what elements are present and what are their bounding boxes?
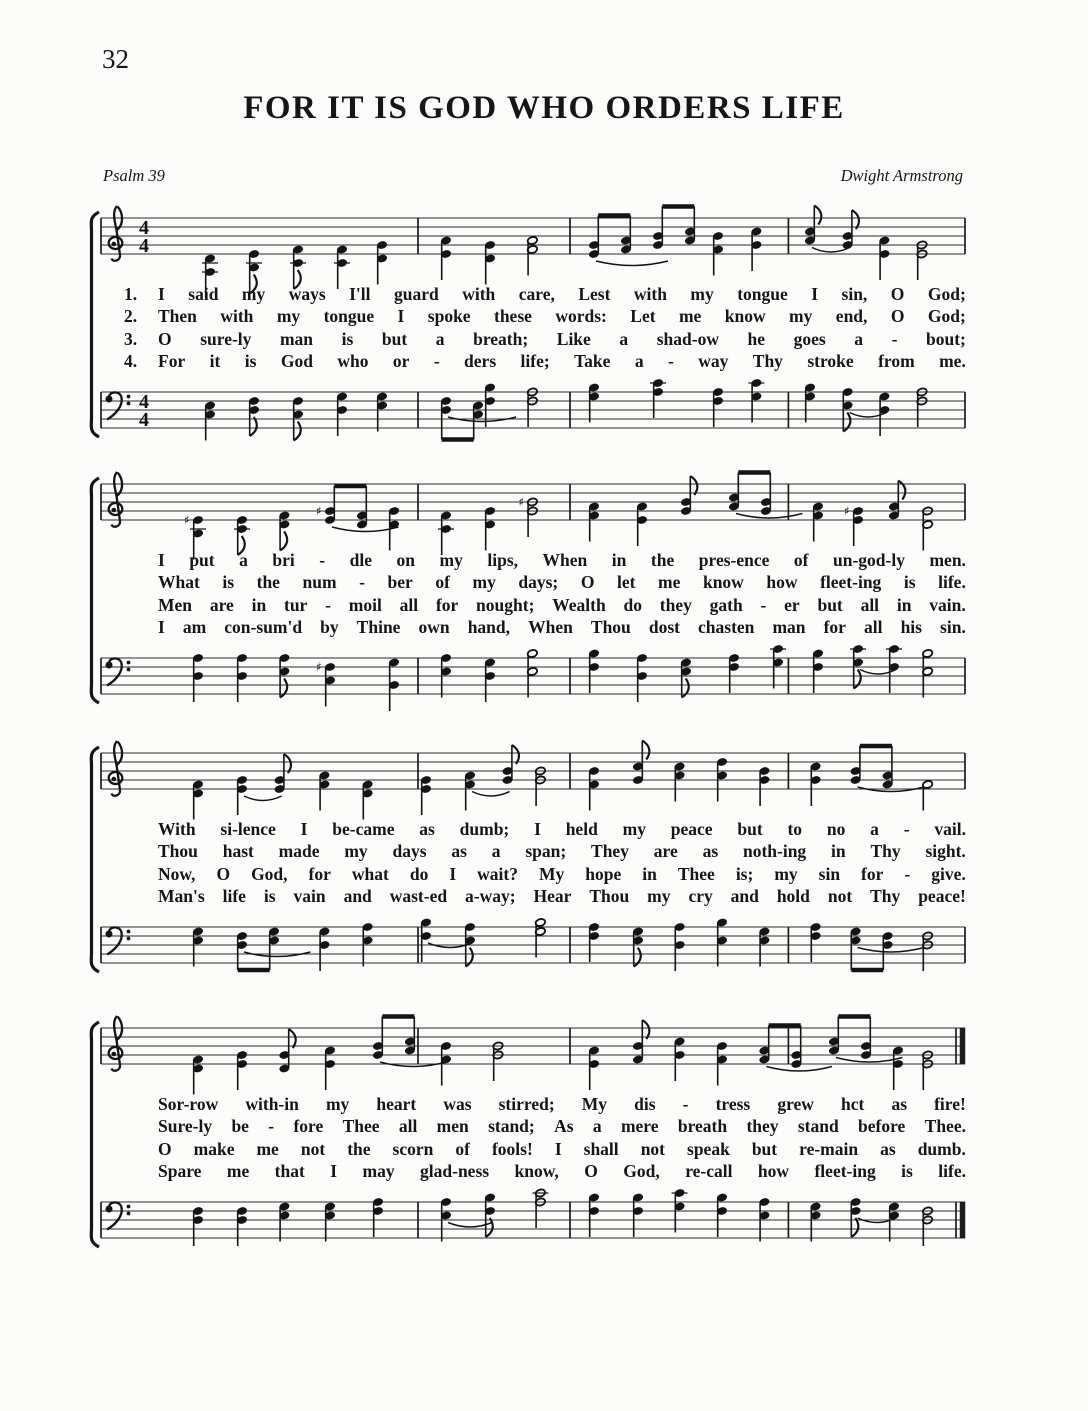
svg-text:4: 4	[139, 235, 149, 257]
note-chord	[319, 927, 330, 971]
note-chord	[588, 922, 599, 962]
verse-line	[98, 818, 968, 840]
staff-lines	[101, 753, 965, 789]
note-chord	[279, 1029, 296, 1073]
music-system-3	[98, 733, 968, 995]
bass-staff	[98, 372, 968, 456]
verse-words: Sure-ly be - fore Thee all men stand; As a mere breath they stand before Thee.	[158, 1116, 966, 1137]
note-chord	[192, 653, 203, 702]
music-system-2	[98, 464, 968, 726]
note-chord	[892, 1046, 903, 1090]
verse-words: I said my ways I'll guard with care, Lest with my tongue I sin, O God;	[158, 284, 966, 304]
verse-block	[98, 1093, 968, 1182]
note-chord	[535, 766, 546, 806]
staff-lines	[101, 1028, 965, 1064]
note-chord	[922, 1206, 933, 1246]
note-chord	[324, 1046, 335, 1090]
note-chord	[632, 1193, 643, 1237]
verse-block	[98, 818, 968, 907]
verse-words: For it is God who or - ders life; Take a - way Thy stroke from me.	[158, 351, 966, 372]
page-number: 32	[102, 44, 129, 74]
note-chord	[810, 922, 821, 962]
verse-line	[98, 1093, 968, 1115]
note-chord	[886, 644, 902, 693]
music-system-4	[98, 1008, 968, 1270]
note-chord	[527, 649, 538, 698]
svg-text:♯: ♯	[316, 660, 322, 674]
note-chord	[532, 1188, 548, 1228]
note-chord	[440, 236, 451, 280]
note-chord	[650, 378, 666, 418]
note-chord	[588, 1046, 599, 1090]
verse-words: Man's life is vain and wast-ed a-way; Hear Thou my cry and hold not Thy peace!	[158, 886, 966, 907]
note-chord	[236, 653, 247, 702]
note-chord	[279, 511, 290, 551]
time-signature	[139, 217, 149, 257]
bass-clef-icon	[106, 927, 131, 954]
verse-words: Thou hast made my days as a span; They are as noth-ing in Thy sight.	[158, 841, 966, 862]
staff-lines	[101, 658, 965, 694]
note-chord	[922, 506, 933, 550]
note-chord	[879, 236, 890, 280]
verse-line	[98, 549, 968, 571]
note-chord	[376, 392, 387, 432]
note-chord	[535, 918, 546, 958]
note-chord	[484, 1193, 495, 1237]
note-chord	[716, 1193, 727, 1237]
note-chord	[712, 387, 723, 427]
note-chord	[324, 1202, 335, 1242]
bass-clef-icon	[106, 658, 131, 685]
bass-clef-icon	[106, 392, 131, 419]
verse-line	[98, 840, 968, 862]
note-chord	[420, 918, 472, 962]
note-chord	[716, 918, 727, 967]
hymn-title: FOR IT IS GOD WHO ORDERS LIFE	[243, 90, 845, 126]
note-chord	[751, 227, 762, 271]
note-chord	[192, 1055, 203, 1095]
note-chord	[922, 649, 933, 698]
bass-staff	[98, 907, 968, 991]
note-chord	[274, 754, 291, 794]
note-chord	[588, 383, 599, 423]
verse-line	[98, 1115, 968, 1137]
verse-words: O make me not the scorn of fools! I shall not speak but re-main as dumb.	[158, 1138, 966, 1159]
note-chord	[484, 240, 495, 284]
note-chord	[420, 775, 431, 815]
verse-line	[98, 328, 968, 350]
treble-staff	[98, 733, 968, 817]
treble-staff	[98, 464, 968, 548]
verse-line	[98, 594, 968, 616]
note-chord	[588, 1193, 599, 1237]
note-chord	[527, 387, 538, 427]
note-chord	[502, 745, 519, 785]
note-chord	[192, 780, 203, 820]
svg-text:4: 4	[139, 391, 149, 413]
note-chord	[316, 660, 336, 707]
verse-line	[98, 1160, 968, 1182]
svg-text:♯: ♯	[184, 513, 190, 527]
time-signature	[139, 391, 149, 431]
treble-clef-icon	[109, 1016, 123, 1071]
bass-clef-icon	[106, 1202, 131, 1229]
note-chord	[652, 207, 695, 250]
verse-line	[98, 305, 968, 327]
note-chord	[759, 766, 770, 806]
note-chord	[674, 762, 685, 802]
verse-words: With si-lence I be-came as dumb; I held my peace but to no a - vail.	[158, 819, 966, 839]
note-chord	[192, 927, 203, 967]
note-chord	[440, 396, 516, 439]
note-chord	[236, 1206, 247, 1246]
svg-text:♯: ♯	[844, 504, 850, 518]
note-chord	[484, 506, 495, 550]
svg-text:4: 4	[139, 217, 149, 239]
note-chord	[680, 658, 691, 698]
note-chord	[916, 387, 927, 427]
note-chord	[204, 401, 215, 441]
staff-lines	[101, 218, 965, 254]
scripture-reference: Psalm 39	[103, 166, 165, 185]
note-chord	[922, 1050, 933, 1090]
composer-name: Dwight Armstrong	[840, 166, 963, 185]
note-chord	[388, 658, 399, 711]
note-chord	[588, 649, 599, 693]
treble-clef-icon	[109, 472, 123, 527]
verse-number: 3.	[124, 328, 138, 349]
note-chord	[888, 1202, 899, 1242]
note-chord	[632, 1020, 649, 1064]
music-system-1	[98, 198, 968, 460]
note-chord	[812, 502, 823, 542]
note-chord	[319, 771, 330, 811]
bass-staff	[98, 1182, 968, 1266]
note-chord	[674, 1037, 685, 1081]
note-chord	[484, 658, 495, 702]
verse-words: Then with my tongue I spoke these words: Let me know my end, O God;	[158, 306, 966, 327]
note-chord	[674, 922, 685, 971]
svg-text:4: 4	[139, 409, 149, 431]
note-chord	[680, 476, 697, 516]
verse-words: I am con-sum'd by Thine own hand, When Thou dost chasten man for all his sin.	[158, 617, 966, 638]
verse-words: Men are in tur - moil all for nought; Wealth do they gath - er but all in vain.	[158, 594, 966, 615]
verse-line	[98, 616, 968, 638]
verse-block	[98, 549, 968, 638]
verse-words: What is the num - ber of my days; O let me know how fleet-ing is life.	[158, 572, 966, 593]
verse-number: 4.	[124, 351, 138, 372]
note-chord	[636, 502, 647, 546]
staff-lines	[101, 1202, 965, 1238]
treble-staff	[98, 1008, 968, 1092]
treble-clef-icon	[109, 741, 123, 796]
verse-block	[98, 283, 968, 372]
note-chord	[922, 931, 933, 971]
note-chord	[464, 771, 509, 811]
note-chord	[812, 649, 823, 693]
note-chord	[279, 1202, 290, 1242]
note-chord	[810, 1202, 821, 1242]
note-chord	[844, 504, 864, 546]
note-chord	[888, 481, 905, 521]
note-chord	[842, 210, 859, 250]
note-chord	[636, 653, 647, 702]
verse-number: 1.	[124, 284, 138, 304]
verse-words: Spare me that I may glad-ness know, O God, re-call how fleet-ing is life.	[158, 1161, 966, 1182]
note-chord	[372, 1017, 446, 1067]
verse-words: O sure-ly man is but a breath; Like a shad-ow he goes a - bout;	[158, 328, 966, 349]
note-chord	[632, 927, 643, 967]
verse-line	[98, 283, 968, 305]
verse-line	[98, 571, 968, 593]
note-chord	[248, 396, 259, 436]
note-chord	[376, 240, 387, 284]
staff-lines	[101, 927, 965, 963]
bass-staff	[98, 638, 968, 722]
note-chord	[527, 236, 538, 276]
svg-text:♯: ♯	[518, 495, 525, 509]
note-chord	[336, 392, 347, 436]
note-chord	[588, 502, 599, 542]
note-chord	[804, 383, 815, 423]
verse-words: Sor-row with-in my heart was stirred; My dis - tress grew hct as fire!	[158, 1094, 966, 1114]
note-chord	[192, 1206, 203, 1246]
note-chord	[810, 762, 821, 806]
treble-clef-icon	[109, 206, 123, 261]
verse-line	[98, 863, 968, 885]
note-chord	[492, 1041, 503, 1081]
note-chord	[916, 240, 927, 280]
note-chord	[922, 780, 933, 811]
note-chord	[362, 780, 373, 820]
note-chord	[759, 927, 770, 967]
byline-row	[103, 166, 963, 186]
note-chord	[236, 1050, 247, 1090]
svg-text:♯: ♯	[316, 504, 322, 518]
verse-words: Now, O God, for what do I wait? My hope in Thee is; my sin for - give.	[158, 863, 966, 884]
verse-words: I put a bri - dle on my lips, When in the pres-ence of un-god-ly men.	[158, 550, 966, 570]
note-chord	[372, 1197, 383, 1237]
treble-staff	[98, 198, 968, 282]
verse-line	[98, 1138, 968, 1160]
note-chord	[588, 216, 668, 266]
verse-line	[98, 885, 968, 907]
note-chord	[728, 653, 739, 693]
note-chord	[518, 495, 538, 537]
verse-number: 2.	[124, 306, 138, 327]
verse-line	[98, 350, 968, 372]
